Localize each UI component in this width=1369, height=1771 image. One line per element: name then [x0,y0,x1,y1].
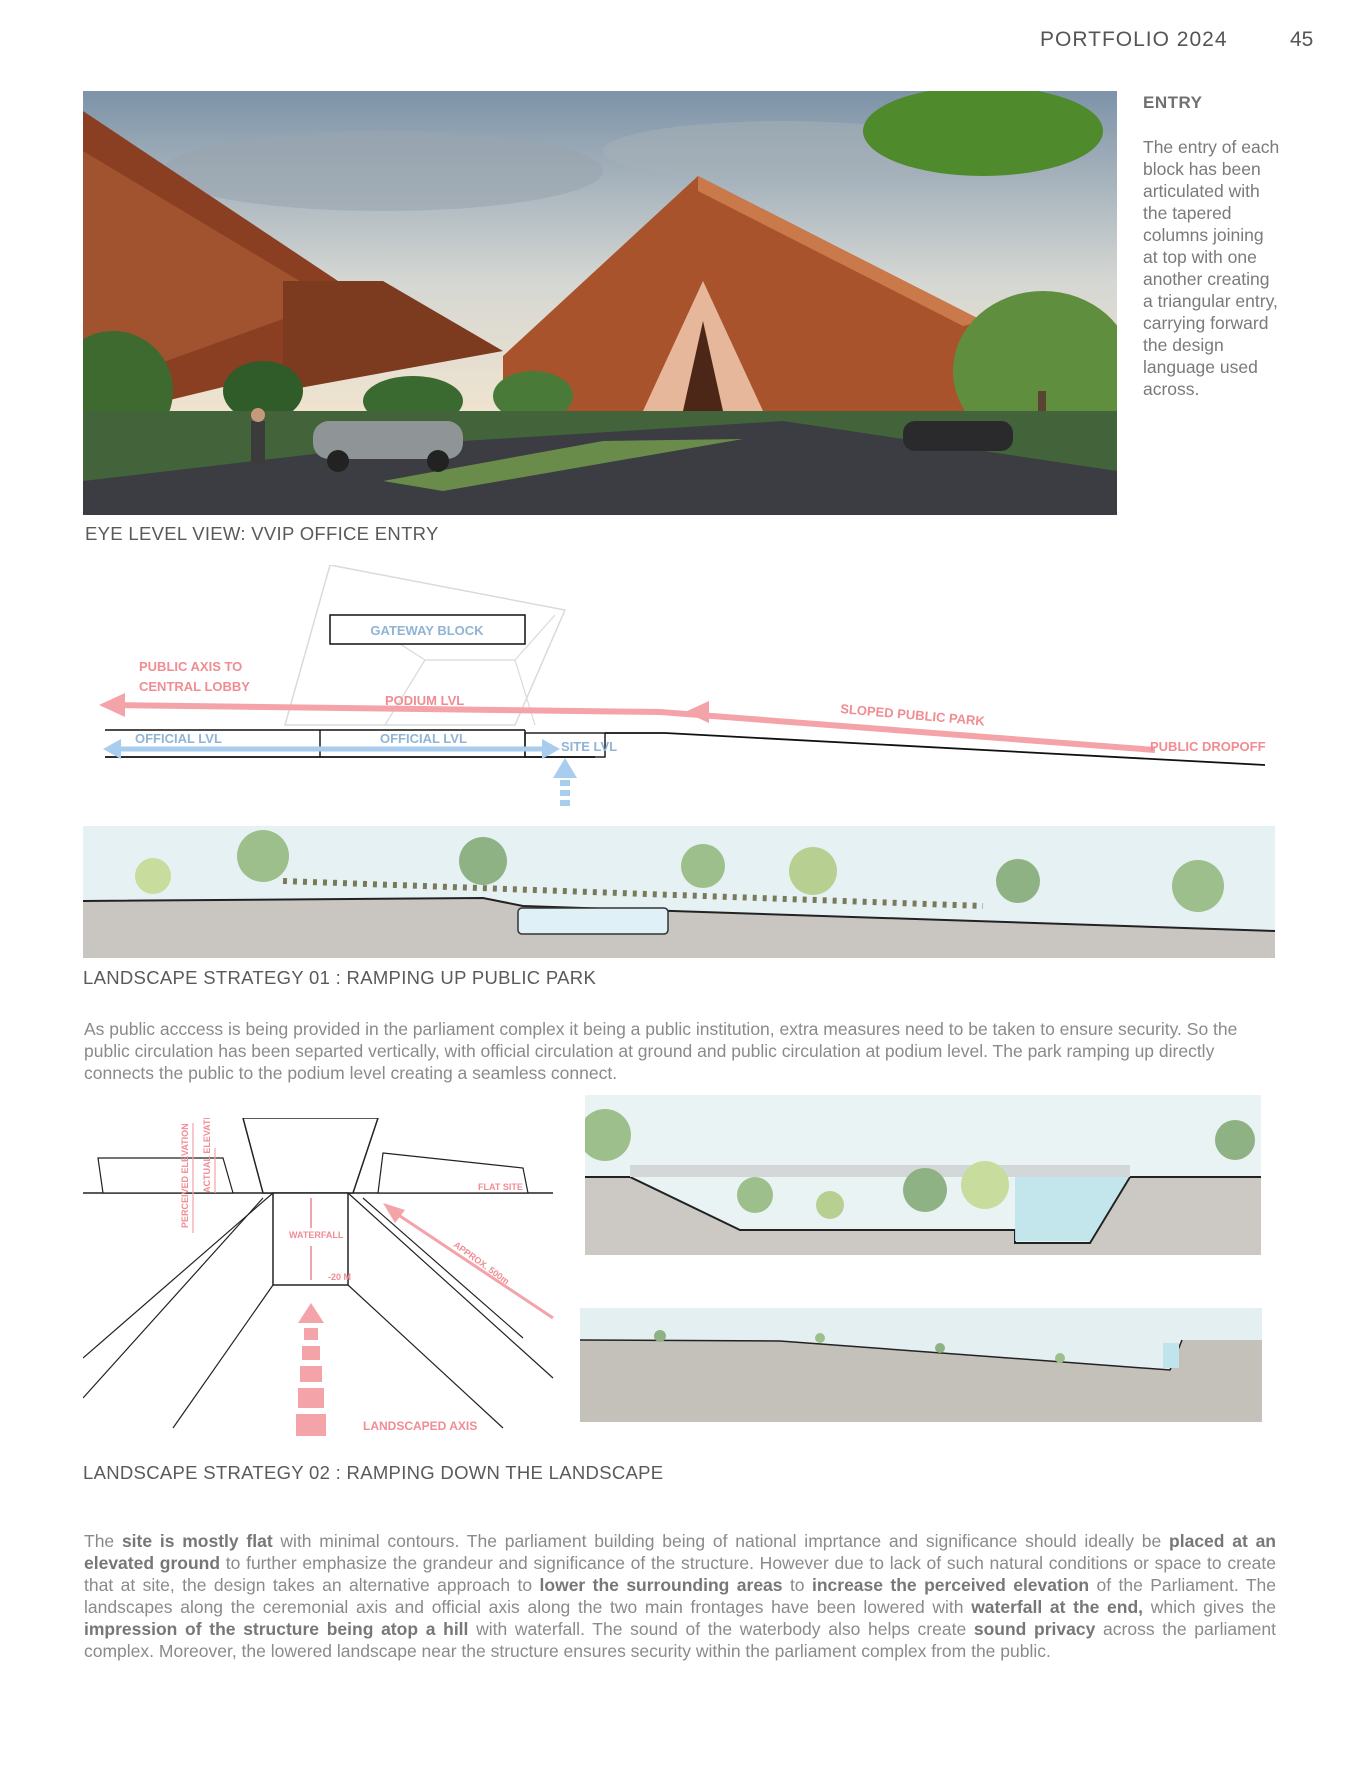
paragraph2-bold-7: sound privacy [973,1619,1096,1639]
eye-level-render [83,91,1117,515]
paragraph2-text-5: of the Parliament. The landscapes along the ceremonial axis and official axis along the two main frontages have been lowered with [84,1575,1277,1617]
page-number: 45 [1290,28,1314,51]
landscape-section-image [580,1308,1262,1422]
paragraph2-text-7: with waterfall. The sound of the waterbody also helps create [468,1619,974,1639]
perceived-elevation-diagram [83,1118,563,1443]
entry-heading: ENTRY [1143,93,1203,112]
central-lobby-label: CENTRAL LOBBY [139,679,250,694]
site-level-label: SITE LVL [561,739,618,754]
depth-label: -20 M [328,1272,352,1282]
strategy2-caption: LANDSCAPE STRATEGY 02 : RAMPING DOWN THE LANDSCAPE [83,1462,664,1483]
podium-level-label: PODIUM LVL [385,693,465,708]
paragraph2-bold-6: impression of the structure being atop a hill [84,1619,469,1639]
paragraph2-text-2: with minimal contours. The parliament building being of national imprtance and significance should ideally be [272,1531,1170,1551]
strategy2-paragraph [84,1530,1276,1662]
public-dropoff-label: PUBLIC DROPOFF [1150,739,1266,754]
paragraph2-text-3: to further emphasize the grandeur and significance of the structure. However due to lack of such natural conditions or space to create that at site, the design takes an alternative approach to [84,1553,1276,1595]
public-axis-label: PUBLIC AXIS TO [139,659,243,674]
paragraph2-text-4: to [782,1575,812,1595]
park-section-image [83,826,1275,958]
paragraph2-bold-4: increase the perceived elevation [811,1575,1090,1595]
circulation-diagram [95,565,1275,830]
portfolio-title: PORTFOLIO 2024 [1040,28,1228,51]
strategy1-paragraph: As public acccess is being provided in the parliament complex it being a public institution, extra measures need to be taken to ensure security. So the public circulation has been separted vertically, with official circulation at ground and public circulation at podium level. The park ramping up directly connects the public to the podium level creating a seamless connect. [84,1019,1238,1083]
strategy1-caption: LANDSCAPE STRATEGY 01 : RAMPING UP PUBLIC PARK [83,967,597,988]
paragraph2-text-8: across the parliament complex. Moreover, the lowered landscape near the structure ensures security within the parliament complex from the public. [84,1619,1276,1661]
official-level-label-a: OFFICIAL LVL [135,731,222,746]
render-caption: EYE LEVEL VIEW: VVIP OFFICE ENTRY [85,523,439,544]
perceived-elevation-label: PERCEIVED ELEVATION [180,1123,190,1228]
gateway-block-label: GATEWAY BLOCK [370,623,484,638]
paragraph2-bold-2: placed at an elevated ground [84,1531,1276,1573]
official-level-label-b: OFFICIAL LVL [380,731,467,746]
waterfall-label: WATERFALL [289,1230,344,1240]
sloped-park-label: SLOPED PUBLIC PARK [839,701,986,729]
approx-distance-label: APPROX. 500m [451,1239,512,1287]
paragraph2-bold-3: lower the surrounding areas [539,1575,783,1595]
paragraph2-bold-1: site is mostly flat [121,1531,273,1551]
entry-description: The entry of each block has been articulated with the tapered columns joining at top with one another creating a triangular entry, carrying forward the design language used across. [1143,137,1280,399]
paragraph2-text-6: which gives the [1143,1597,1277,1617]
landscaped-axis-label: LANDSCAPED AXIS [363,1419,478,1433]
paragraph2-text-1: The [84,1531,122,1551]
waterfall-section-image [585,1095,1261,1255]
paragraph2-bold-5: waterfall at the end, [971,1597,1144,1617]
flat-site-label: FLAT SITE [478,1182,523,1192]
actual-elevation-label: ACTUAL ELEVATION [202,1118,212,1193]
